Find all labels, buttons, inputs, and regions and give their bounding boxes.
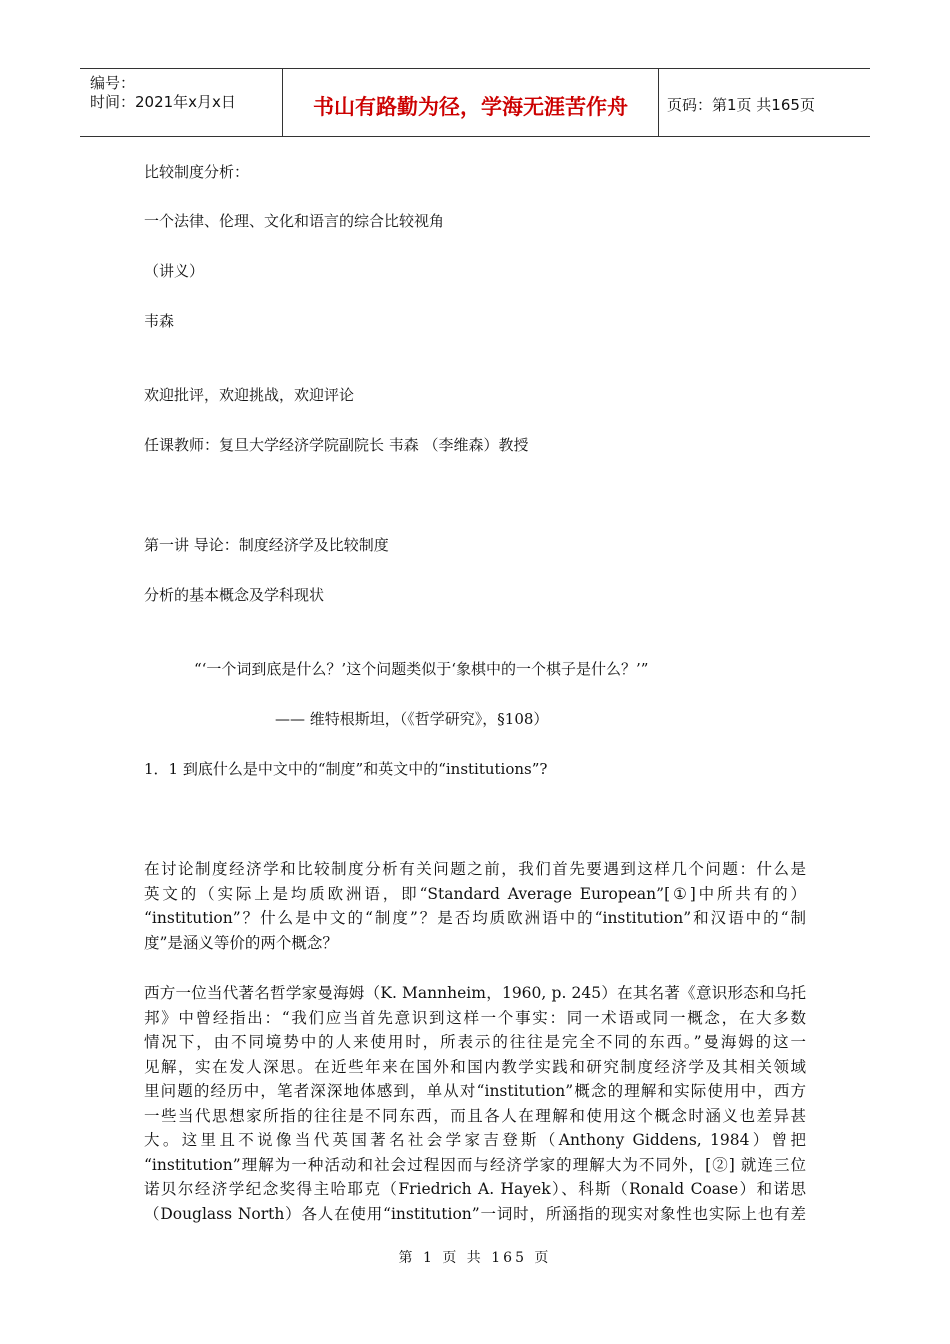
- doc-author: 韦森: [144, 312, 175, 330]
- paragraph-2-line: （Douglass North）各人在使用“institution”一词时，所涵指的现实对象性也实际上也有差: [144, 1204, 806, 1223]
- epigraph-quote: “‘一个词到底是什么？’这个问题类似于‘象棋中的一个棋子是什么？’”: [194, 660, 649, 678]
- paragraph-1-line: 在讨论制度经济学和比较制度分析有关问题之前，我们首先要遇到这样几个问题：什么是: [144, 860, 806, 878]
- paragraph-2-line: 大。这里且不说像当代英国著名社会学家吉登斯（Anthony Giddens, 1984）曾把: [144, 1131, 806, 1149]
- document-date: 时间：2021年x月x日: [90, 93, 236, 111]
- paragraph-2: [144, 981, 806, 1226]
- header-meta-cell: [80, 69, 283, 136]
- paragraph-1-line: “institution”？什么是中文的“制度”？是否均质欧洲语中的“institution”和汉语中的“制: [144, 909, 806, 927]
- paragraph-2-line: 情况下，由不同境势中的人来使用时，所表示的往往是完全不同的东西。”曼海姆的这一: [144, 1033, 806, 1051]
- header-motto: 书山有路勤为径，学海无涯苦作舟: [313, 95, 628, 119]
- paragraph-2-line: 里问题的经历中，笔者深深地体感到，单从对“institution”概念的理解和实际使用中，西方: [144, 1082, 806, 1100]
- page-footer: 第 1 页 共 165 页: [398, 1250, 552, 1266]
- paragraph-2-line: 诺贝尔经济学纪念奖得主哈耶克（Friedrich A. Hayek）、科斯（Ronald Coase）和诺思: [144, 1180, 806, 1198]
- lecture-title-line2: 分析的基本概念及学科现状: [144, 586, 325, 604]
- doc-subtitle: （讲义）: [144, 262, 205, 280]
- paragraph-2-line: 邦》中曾经指出：“我们应当首先意识到这样一个事实：同一术语或同一概念，在大多数: [144, 1008, 806, 1027]
- paragraph-2-line: 见解，实在发人深思。在近些年来在国外和国内教学实践和研究制度经济学及其相关领域: [144, 1057, 806, 1076]
- doc-welcome: 欢迎批评，欢迎挑战，欢迎评论: [144, 386, 355, 404]
- paragraph-2-line: “institution”理解为一种活动和社会过程因而与经济学家的理解大为不同外，[②] 就连三位: [144, 1155, 806, 1174]
- doc-teacher: 任课教师：复旦大学经济学院副院长 韦森 （李维森）教授: [144, 436, 529, 454]
- paragraph-2-line: 一些当代思想家所指的往往是不同东西，而且各人在理解和使用这个概念时涵义也差异甚: [144, 1106, 806, 1125]
- paragraph-1: [144, 857, 806, 955]
- paragraph-2-line: 西方一位当代著名哲学家曼海姆（K. Mannheim，1960, p. 245）在其名著《意识形态和乌托: [144, 984, 806, 1002]
- document-number: 编号：: [90, 74, 136, 92]
- doc-title-line2: 一个法律、伦理、文化和语言的综合比较视角: [144, 212, 445, 230]
- doc-title-line1: 比较制度分析：: [144, 163, 250, 181]
- section-heading: 1．1 到底什么是中文中的“制度”和英文中的“institutions”?: [144, 760, 548, 778]
- document-header: [80, 68, 870, 137]
- header-motto-cell: [283, 69, 659, 136]
- paragraph-1-line: 英文的（实际上是均质欧洲语，即“Standard Average European”[①]中所共有的）: [144, 884, 806, 903]
- epigraph-source: —— 维特根斯坦，（《哲学研究》，§108）: [275, 710, 549, 728]
- lecture-title-line1: 第一讲 导论：制度经济学及比较制度: [144, 536, 389, 554]
- header-page-code: 页码：第1页 共165页: [667, 96, 815, 114]
- paragraph-1-line: 度”是涵义等价的两个概念？: [144, 933, 338, 952]
- header-page-cell: [659, 69, 870, 136]
